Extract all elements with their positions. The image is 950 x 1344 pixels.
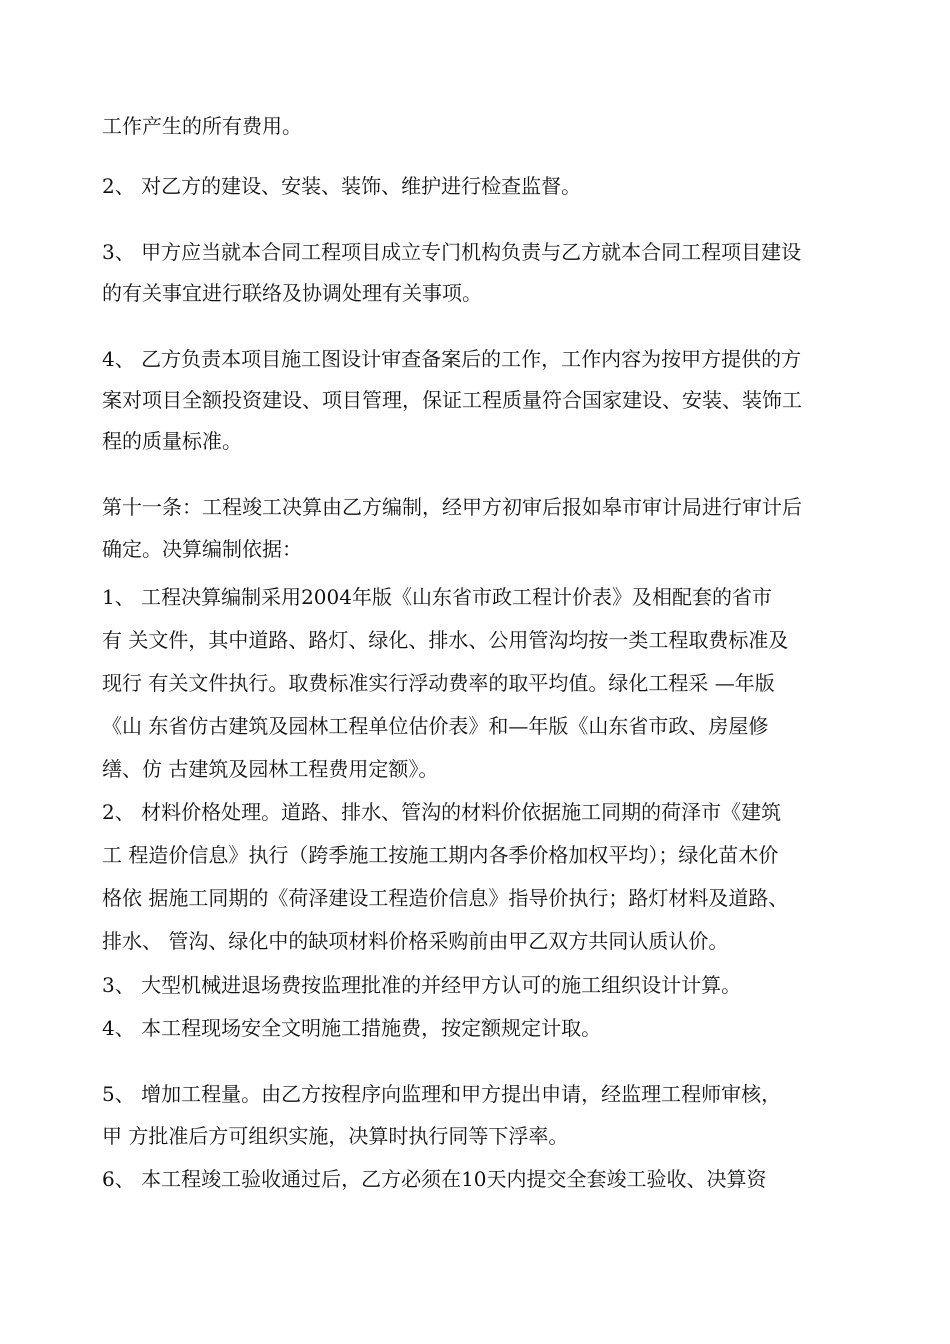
text-line: 1、 工程决算编制采用2004年版《山东省市政工程计价表》及相配套的省市 bbox=[102, 585, 772, 609]
text-line: 第十一条：工程竣工决算由乙方编制，经甲方初审后报如皋市审计局进行审计后 bbox=[102, 495, 802, 519]
text-line: 4、 乙方负责本项目施工图设计审查备案后的工作，工作内容为按甲方提供的方 bbox=[102, 347, 802, 371]
text-line: 排水、 管沟、绿化中的缺项材料价格采购前由甲乙双方共同认质认价。 bbox=[102, 929, 729, 953]
text-line: 《山 东省仿古建筑及园林工程单位估价表》和—年版《山东省市政、房屋修 bbox=[102, 714, 769, 738]
text-line: 5、 增加工程量。由乙方按程序向监理和甲方提出申请，经监理工程师审核， bbox=[102, 1082, 782, 1106]
text-line: 3、 大型机械进退场费按监理批准的并经甲方认可的施工组织设计计算。 bbox=[102, 973, 742, 997]
text-line: 2、 对乙方的建设、安装、装饰、维护进行检查监督。 bbox=[102, 174, 582, 198]
text-line: 甲 方批准后方可组织实施，决算时执行同等下浮率。 bbox=[102, 1124, 569, 1148]
text-line: 程的质量标准。 bbox=[102, 429, 242, 453]
text-line: 的有关事宜进行联络及协调处理有关事项。 bbox=[102, 281, 482, 305]
text-line: 3、 甲方应当就本合同工程项目成立专门机构负责与乙方就本合同工程项目建设 bbox=[102, 240, 802, 264]
text-line: 4、 本工程现场安全文明施工措施费，按定额规定计取。 bbox=[102, 1016, 602, 1040]
text-line: 格依 据施工同期的《荷泽建设工程造价信息》指导价执行；路灯材料及道路、 bbox=[102, 886, 789, 910]
text-line: 有 关文件，其中道路、路灯、绿化、排水、公用管沟均按一类工程取费标准及 bbox=[102, 628, 789, 652]
text-line: 工作产生的所有费用。 bbox=[102, 114, 302, 138]
text-line: 现行 有关文件执行。取费标准实行浮动费率的取平均值。绿化工程采 —年版 bbox=[102, 671, 775, 695]
text-line: 工 程造价信息》执行（跨季施工按施工期内各季价格加权平均）；绿化苗木价 bbox=[102, 843, 779, 867]
text-line: 缮、仿 古建筑及园林工程费用定额》。 bbox=[102, 757, 439, 781]
text-line: 6、 本工程竣工验收通过后，乙方必须在10天内提交全套竣工验收、决算资 bbox=[102, 1167, 767, 1191]
text-line: 确定。决算编制依据： bbox=[102, 537, 302, 561]
text-line: 案对项目全额投资建设、项目管理，保证工程质量符合国家建设、安装、装饰工 bbox=[102, 388, 802, 412]
text-line: 2、 材料价格处理。道路、排水、管沟的材料价依据施工同期的荷泽市《建筑 bbox=[102, 800, 782, 824]
